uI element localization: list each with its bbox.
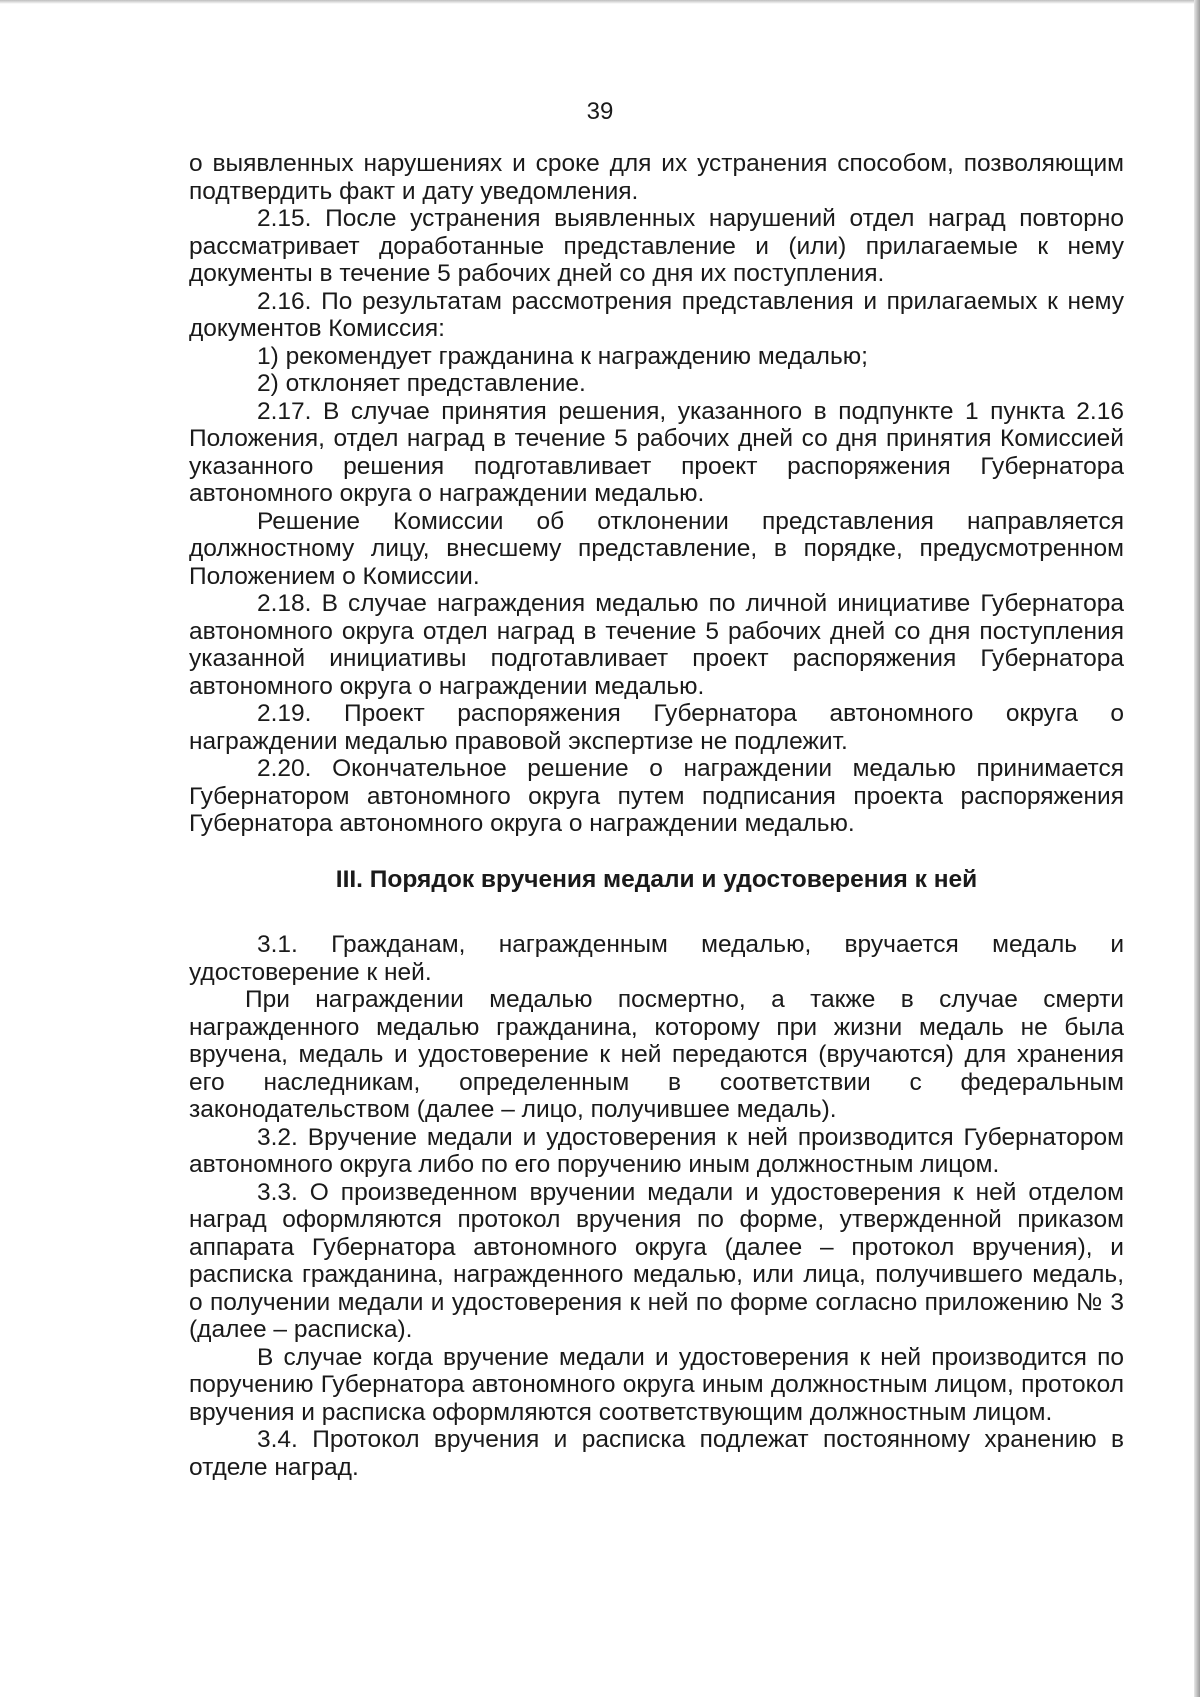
- paragraph-p-3-2: 3.2. Вручение медали и удостоверения к ней производится Губернатором автономного округа либо по его поручению иным должностным лицом.: [189, 1123, 1124, 1178]
- paragraph-p-2-16: 2.16. По результатам рассмотрения представления и прилагаемых к нему документов Комиссия:: [189, 287, 1124, 342]
- paragraph-p-2-20: 2.20. Окончательное решение о награждении медалью принимается Губернатором автономного округа путем подписания проекта распоряжения Губернатора автономного округа о награждении медалью.: [189, 755, 1124, 837]
- paragraph-p-3-1-b: При награждении медалью посмертно, а также в случае смерти награжденного медалью гражданина, которому при жизни медаль не была вручена, медаль и удостоверение к ней передаются (вручаются) для хранения его наследникам, определенным в соответствии с федеральным законодательством (далее – лицо, получившее медаль).: [189, 986, 1124, 1123]
- paragraph-p-3-3-b: В случае когда вручение медали и удостоверения к ней производится по поручению Губернатора автономного округа иным должностным лицом, протокол вручения и расписка оформляются соответствующим должностным лицом.: [189, 1343, 1124, 1426]
- document-body: [189, 150, 1124, 1481]
- section-heading: III. Порядок вручения медали и удостоверения к ней: [335, 865, 978, 893]
- paragraph-p-2-18: 2.18. В случае награждения медалью по личной инициативе Губернатора автономного округа отдел наград в течение 5 рабочих дней со дня поступления указанной инициативы подготавливает проект распоряжения Губернатора автономного округа о награждении медалью.: [189, 590, 1124, 700]
- paragraph-p-2-16-1: 1) рекомендует гражданина к награждению медалью;: [257, 342, 868, 370]
- paragraph-p-2-15: 2.15. После устранения выявленных нарушений отдел наград повторно рассматривает доработанные представление и (или) прилагаемые к нему документы в течение 5 рабочих дней со дня их поступления.: [189, 205, 1124, 287]
- paragraph-p-2-17: 2.17. В случае принятия решения, указанного в подпункте 1 пункта 2.16 Положения, отдел наград в течение 5 рабочих дней со дня принятия Комиссией указанного решения подготавливает проект распоряжения Губернатора автономного округа о награждении медалью.: [189, 397, 1124, 507]
- paragraph-p-3-1: 3.1. Гражданам, награжденным медалью, вручается медаль и удостоверение к ней.: [189, 931, 1124, 986]
- bottom-paragraphs: [189, 931, 1124, 1481]
- page-number: 39: [586, 98, 614, 125]
- paragraph-p-2-19: 2.19. Проект распоряжения Губернатора автономного округа о награждении медалью правовой экспертизе не подлежит.: [189, 700, 1124, 755]
- paragraph-p-3-3: 3.3. О произведенном вручении медали и удостоверения к ней отделом наград оформляются протокол вручения по форме, утвержденной приказом аппарата Губернатора автономного округа (далее – протокол вручения), и расписка гражданина, награжденного медалью, или лица, получившего медаль, о получении медали и удостоверения к ней по форме согласно приложению № 3 (далее – расписка).: [189, 1178, 1124, 1343]
- paragraph-p-2-17-b: Решение Комиссии об отклонении представления направляется должностному лицу, внесшему представление, в порядке, предусмотренном Положением о Комиссии.: [189, 507, 1124, 590]
- scan-top-edge: [0, 0, 1200, 4]
- scan-right-edge: [1194, 0, 1200, 1697]
- paragraph-p-2-16-2: 2) отклоняет представление.: [257, 370, 586, 397]
- paragraph-p-cont: о выявленных нарушениях и сроке для их устранения способом, позволяющим подтвердить факт и дату уведомления.: [189, 150, 1124, 205]
- paragraph-p-3-4: 3.4. Протокол вручения и расписка подлежат постоянному хранению в отделе наград.: [189, 1426, 1124, 1481]
- top-paragraphs: [189, 150, 1124, 838]
